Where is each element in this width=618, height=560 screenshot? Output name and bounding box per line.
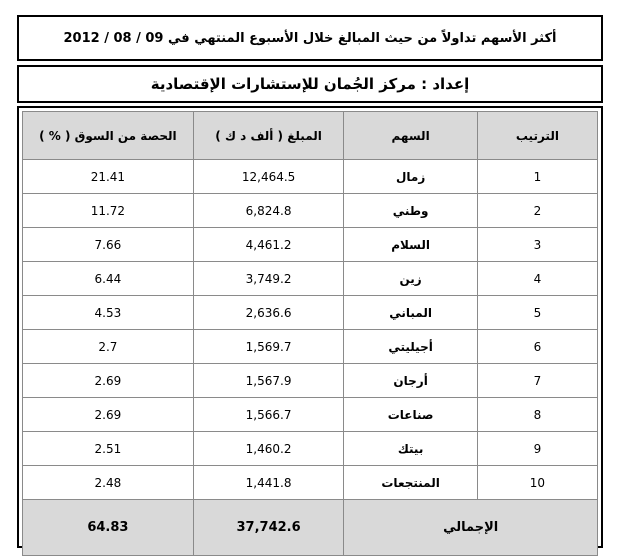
cell-rank: 3 [477, 228, 597, 262]
cell-stock: زمال [344, 160, 477, 194]
table-row [23, 364, 598, 398]
cell-share: 2.7 [23, 330, 194, 364]
cell-rank: 4 [477, 262, 597, 296]
cell-share: 4.53 [23, 296, 194, 330]
cell-stock: بيتك [344, 432, 477, 466]
table-row [23, 398, 598, 432]
cell-share: 2.48 [23, 466, 194, 500]
header-stock: السهم [344, 112, 477, 160]
cell-rank: 7 [477, 364, 597, 398]
cell-amount: 1,566.7 [193, 398, 344, 432]
table-row [23, 432, 598, 466]
title-box [17, 15, 603, 61]
cell-amount: 12,464.5 [193, 160, 344, 194]
table-row [23, 330, 598, 364]
cell-amount: 3,749.2 [193, 262, 344, 296]
header-amount: المبلغ ( ألف د ك ) [193, 112, 344, 160]
stocks-table [22, 111, 598, 556]
table-row [23, 194, 598, 228]
table-row [23, 296, 598, 330]
cell-share: 6.44 [23, 262, 194, 296]
table-row [23, 466, 598, 500]
header-share: الحصة من السوق ( % ) [23, 112, 194, 160]
cell-amount: 1,441.8 [193, 466, 344, 500]
cell-amount: 4,461.2 [193, 228, 344, 262]
header-row [23, 112, 598, 160]
cell-share: 11.72 [23, 194, 194, 228]
cell-stock: المباني [344, 296, 477, 330]
cell-amount: 6,824.8 [193, 194, 344, 228]
cell-rank: 2 [477, 194, 597, 228]
table-box [17, 106, 603, 548]
cell-stock: وطني [344, 194, 477, 228]
table-row [23, 160, 598, 194]
cell-stock: أجيليتي [344, 330, 477, 364]
cell-rank: 8 [477, 398, 597, 432]
total-label: الإجمالي [344, 500, 598, 556]
cell-rank: 6 [477, 330, 597, 364]
total-amount: 37,742.6 [193, 500, 344, 556]
cell-share: 7.66 [23, 228, 194, 262]
cell-share: 2.69 [23, 364, 194, 398]
cell-amount: 1,569.7 [193, 330, 344, 364]
cell-amount: 1,567.9 [193, 364, 344, 398]
total-row [23, 500, 598, 556]
cell-stock: السلام [344, 228, 477, 262]
cell-rank: 5 [477, 296, 597, 330]
cell-stock: صناعات [344, 398, 477, 432]
table-row [23, 228, 598, 262]
cell-amount: 2,636.6 [193, 296, 344, 330]
table-row [23, 262, 598, 296]
prepared-by: إعداد : مركز الجُمان للإستشارات الإقتصادية [150, 75, 470, 93]
cell-rank: 9 [477, 432, 597, 466]
subtitle-box [17, 65, 603, 103]
cell-stock: أرجان [344, 364, 477, 398]
page-title: أكثر الأسهم تداولاً من حيث المبالغ خلال الأسبوع المنتهي في 09 / 08 / 2012 [63, 30, 557, 46]
cell-stock: زين [344, 262, 477, 296]
total-share: 64.83 [23, 500, 194, 556]
header-rank: الترتيب [477, 112, 597, 160]
cell-stock: المنتجعات [344, 466, 477, 500]
cell-share: 2.51 [23, 432, 194, 466]
cell-rank: 10 [477, 466, 597, 500]
cell-share: 2.69 [23, 398, 194, 432]
cell-share: 21.41 [23, 160, 194, 194]
cell-amount: 1,460.2 [193, 432, 344, 466]
cell-rank: 1 [477, 160, 597, 194]
